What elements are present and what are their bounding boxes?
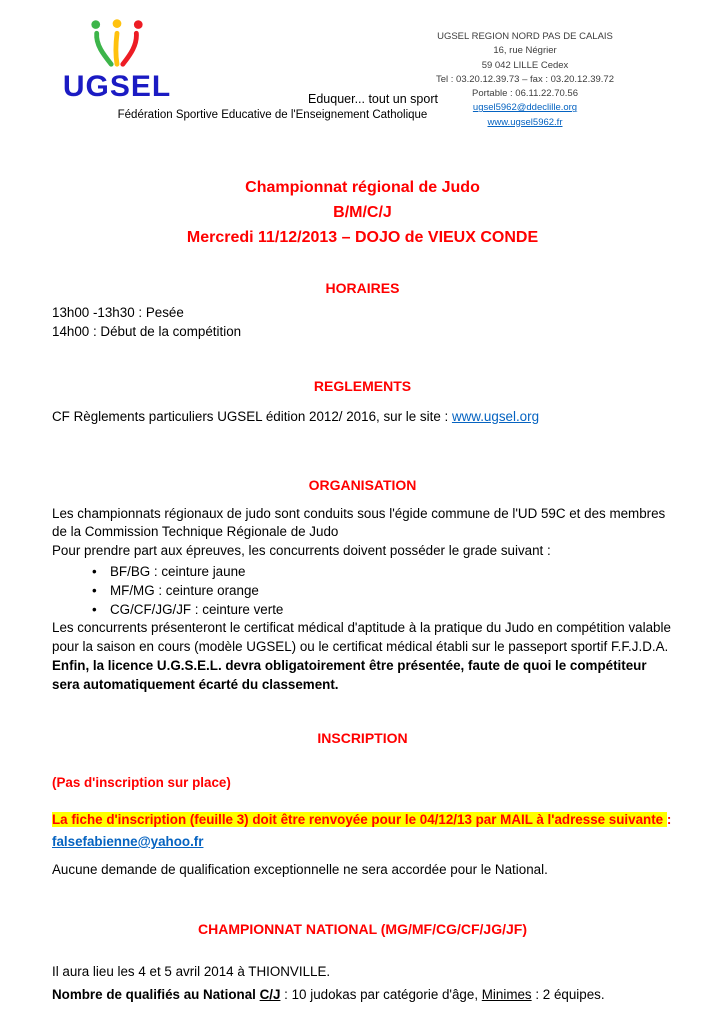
registration-email-link[interactable]: falsefabienne@yahoo.fr: [52, 833, 204, 849]
qualified-detail: : 10 judokas par catégorie d'âge,: [280, 987, 482, 1003]
contact-email-link[interactable]: ugsel5962@ddeclille.org: [472, 102, 578, 114]
qualification-note: Aucune demande de qualification exceptionnelle ne sera accordée pour le National.: [52, 861, 548, 877]
title-line-3: Mercredi 11/12/2013 – DOJO de VIEUX CONDE: [186, 228, 539, 246]
heading-championnat-national: CHAMPIONNAT NATIONAL (MG/MF/CG/CF/JG/JF): [198, 921, 527, 938]
document-body: [0, 176, 725, 1005]
document-header: [0, 0, 725, 140]
contact-block: [400, 30, 650, 130]
qualified-category: C/J: [259, 987, 281, 1003]
contact-website-link[interactable]: www.ugsel5962.fr: [487, 116, 563, 128]
heading-horaires: HORAIRES: [325, 280, 400, 297]
registration-deadline-line: [52, 811, 673, 830]
qualified-end: : 2 équipes.: [531, 987, 605, 1003]
title-line-1: Championnat régional de Judo: [245, 179, 480, 196]
national-qualified-line: [52, 986, 673, 1005]
grade-bullet-item: • BF/BG : ceinture jaune: [52, 563, 673, 582]
document-title: [52, 176, 673, 250]
organisation-paragraph-2: Pour prendre part aux épreuves, les concurrents doivent posséder le grade suivant :: [52, 543, 551, 559]
grade-bullet-item: • MF/MG : ceinture orange: [52, 582, 673, 601]
contact-line: Tel : 03.20.12.39.73 – fax : 03.20.12.39.72: [436, 73, 614, 85]
horaires-lines: [52, 304, 673, 342]
highlighted-text: La fiche d'inscription (feuille 3) doit être renvoyée pour le 04/12/13 par MAIL à l'adresse suivante: [52, 812, 667, 828]
contact-line: UGSEL REGION NORD PAS DE CALAIS: [437, 31, 613, 42]
federation-subtitle: Fédération Sportive Educative de l'Enseignement Catholique: [117, 109, 428, 121]
contact-line: 16, rue Négrier: [493, 45, 557, 57]
grade-bullet-item: • CG/CF/JG/JF : ceinture verte: [52, 601, 673, 620]
ugsel-logo: [58, 12, 176, 102]
organisation-paragraph-4: Enfin, la licence U.G.S.E.L. devra obligatoirement être présentée, faute de quoi le compétiteur sera automatiquement écarté du classement.: [52, 657, 647, 692]
horaires-line: 14h00 : Début de la compétition: [52, 324, 242, 340]
tagline: Eduquer... tout un sport: [308, 92, 438, 106]
title-line-2: B/M/C/J: [333, 203, 392, 221]
reglements-text: CF Règlements particuliers UGSEL édition 2012/ 2016, sur le site :: [52, 408, 452, 424]
ugsel-org-link[interactable]: www.ugsel.org: [451, 408, 540, 424]
organisation-paragraph-1: Les championnats régionaux de judo sont conduits sous l'égide commune de l'UD 59C et des membres de la Commission Technique Régionale de Judo: [52, 505, 666, 540]
heading-inscription: INSCRIPTION: [317, 730, 408, 747]
organisation-paragraph-3: Les concurrents présenteront le certificat médical d'aptitude à la pratique du Judo en compétition valable pour la saison en cours (modèle UGSEL) ou le certificat médical établi sur le passeport sportif F.F.J.D.A.: [52, 620, 671, 655]
contact-line: Portable : 06.11.22.70.56: [472, 88, 578, 99]
contact-line: 59 042 LILLE Cedex: [481, 59, 569, 71]
highlight-suffix: :: [666, 812, 672, 828]
national-date-line: Il aura lieu les 4 et 5 avril 2014 à THIONVILLE.: [52, 964, 331, 980]
minimes-label: Minimes: [481, 987, 532, 1003]
grade-bullet-list: [52, 563, 673, 619]
reglements-paragraph: [52, 408, 673, 427]
ugsel-wordmark: UGSEL: [62, 70, 172, 103]
no-onsite-registration-note: (Pas d'inscription sur place): [52, 775, 231, 791]
heading-reglements: REGLEMENTS: [313, 377, 412, 394]
horaires-line: 13h00 -13h30 : Pesée: [52, 305, 184, 321]
registration-email-line: [52, 833, 673, 852]
ugsel-figures-icon: [81, 12, 153, 70]
heading-organisation: ORGANISATION: [308, 476, 417, 493]
qualified-label: Nombre de qualifiés au National: [52, 987, 260, 1003]
